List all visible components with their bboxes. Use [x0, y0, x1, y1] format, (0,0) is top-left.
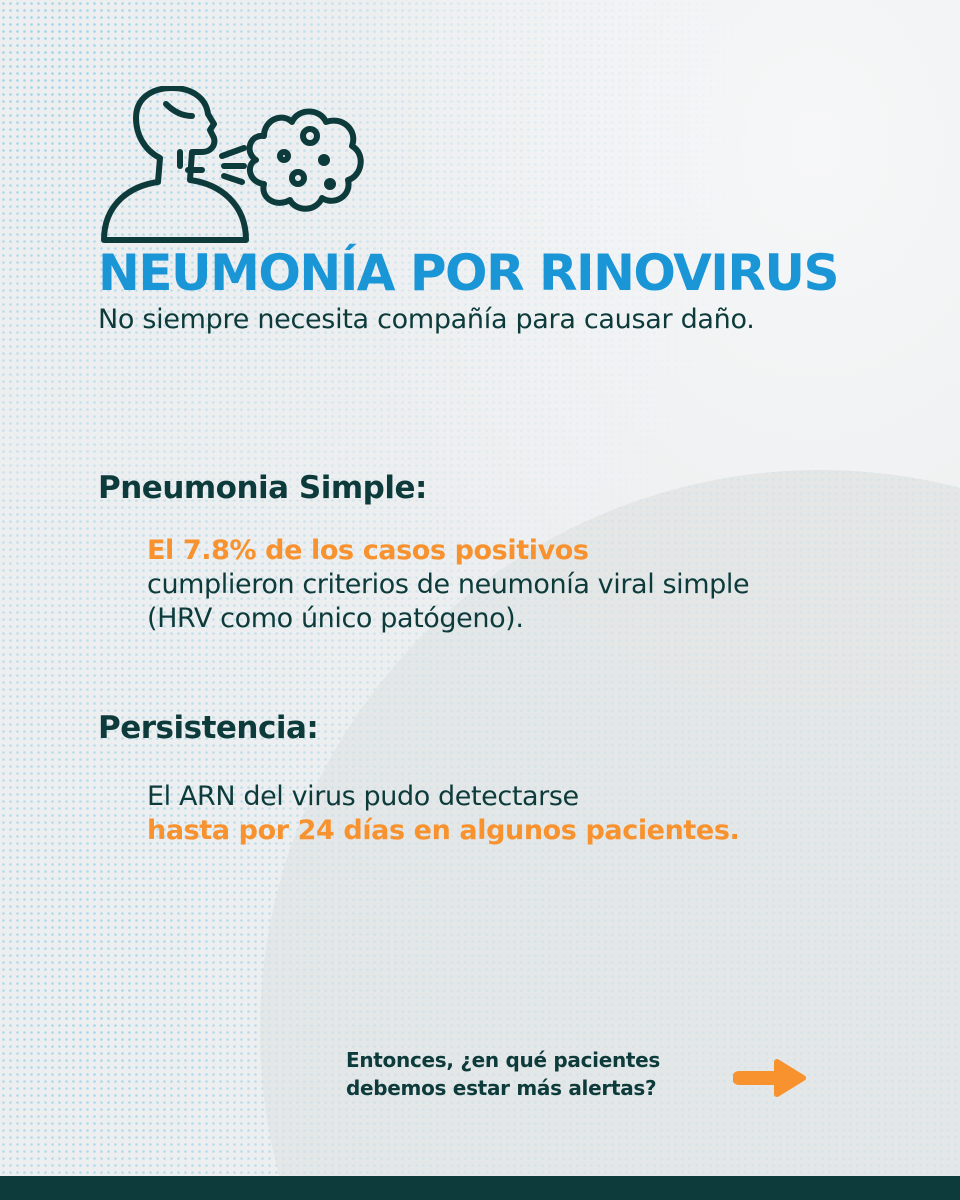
page-subtitle: No siempre necesita compañía para causar daño.	[98, 304, 755, 335]
footer-bar	[0, 1176, 960, 1200]
section-heading-pneumonia-simple: Pneumonia Simple:	[98, 470, 427, 506]
arrow-right-icon[interactable]	[733, 1056, 807, 1100]
page-title: NEUMONÍA POR RINOVIRUS	[98, 244, 838, 302]
pneumonia-simple-body	[147, 534, 749, 636]
persistencia-body	[147, 780, 739, 848]
pneumonia-simple-text-line: (HRV como único patógeno).	[147, 603, 524, 634]
cta-line: debemos estar más alertas?	[346, 1076, 657, 1100]
persistencia-highlight: hasta por 24 días en algunos pacientes.	[147, 815, 740, 846]
persistencia-text-line: El ARN del virus pudo detectarse	[147, 781, 579, 812]
person-exhaling-virus-icon	[96, 86, 366, 246]
pneumonia-simple-highlight: El 7.8% de los casos positivos	[147, 535, 589, 566]
cta-line: Entonces, ¿en qué pacientes	[346, 1048, 661, 1072]
section-heading-persistencia: Persistencia:	[98, 710, 319, 746]
pneumonia-simple-text-line: cumplieron criterios de neumonía viral simple	[147, 569, 750, 600]
cta-question	[346, 1046, 660, 1102]
